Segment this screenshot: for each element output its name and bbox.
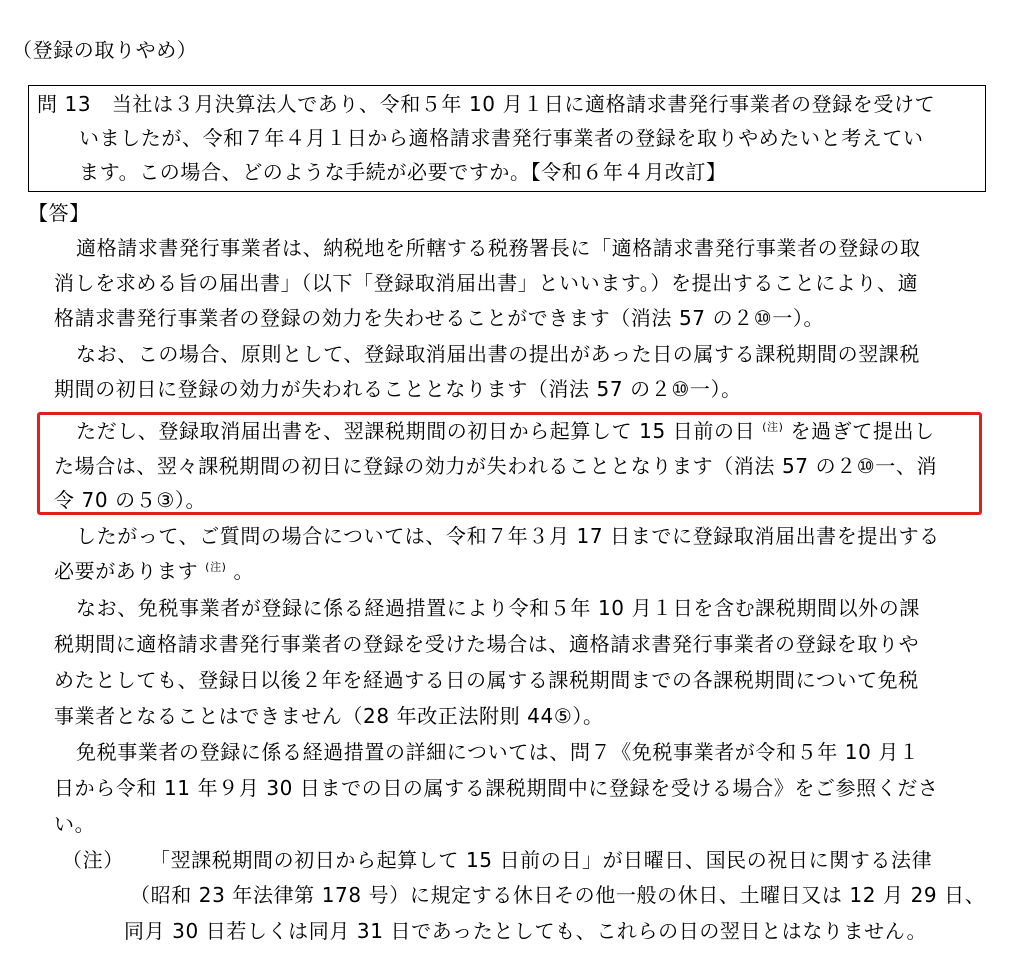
paragraph-6-line-2: 日から令和 11 年９月 30 日までの日の属する課税期間中に登録を受ける場合》をご参照くださ — [54, 776, 939, 800]
paragraph-3-line-1 — [76, 417, 935, 445]
paragraph-5-line-3: めたとしても、登録日以後２年を経過する日の属する課税期間までの各課税期間について免税 — [54, 668, 919, 692]
section-heading: （登録の取りやめ） — [12, 38, 198, 62]
paragraph-1-line-2: 消しを求める旨の届出書」（以下「登録取消届出書」といいます。）を提出することにより、適 — [54, 271, 919, 295]
paragraph-3-line-3: 令 70 の５③）。 — [54, 488, 207, 512]
note-reference-mark: (注) — [205, 560, 227, 574]
paragraph-4-line-2-text: 必要があります — [54, 559, 199, 583]
note-line-1: 「翌課税期間の初日から起算して 15 日前の日」が日曜日、国民の祝日に関する法律 — [150, 848, 933, 872]
question-line-1: 問 13 当社は３月決算法人であり、令和５年 10 月１日に適格請求書発行事業者の登録を受けて — [37, 92, 936, 116]
paragraph-2-line-1: なお、この場合、原則として、登録取消届出書の提出があった日の属する課税期間の翌課税 — [76, 342, 920, 366]
paragraph-3-line-2: た場合は、翌々課税期間の初日に登録の効力が失われることとなります（消法 57 の２⑩一、消 — [54, 454, 938, 478]
paragraph-6-line-1: 免税事業者の登録に係る経過措置の詳細については、問７《免税事業者が令和５年 10 月１ — [76, 740, 920, 764]
question-box — [28, 85, 986, 192]
paragraph-4-line-2-tail: 。 — [233, 559, 255, 583]
answer-label: 【答】 — [28, 201, 90, 225]
paragraph-2-line-2: 期間の初日に登録の効力が失われることとなります（消法 57 の２⑩一）。 — [54, 377, 742, 401]
paragraph-1-line-1: 適格請求書発行事業者は、納税地を所轄する税務署長に「適格請求書発行事業者の登録の取 — [76, 236, 921, 260]
paragraph-4-line-2 — [54, 557, 254, 585]
note-line-3: 同月 30 日若しくは同月 31 日であったとしても、これらの日の翌日とはなりません。 — [124, 919, 928, 943]
note-line-2: （昭和 23 年法律第 178 号）に規定する休日その他一般の休日、土曜日又は 12 月 29 日、 — [130, 883, 986, 907]
paragraph-1-line-3: 格請求書発行事業者の登録の効力を失わせることができます（消法 57 の２⑩一）。 — [54, 306, 825, 330]
note-reference-mark: (注) — [762, 420, 784, 434]
paragraph-4-line-1: したがって、ご質問の場合については、令和７年３月 17 日までに登録取消届出書を提出する — [76, 524, 940, 548]
note-label: （注） — [62, 848, 124, 872]
question-line-2: いましたが、令和７年４月１日から適格請求書発行事業者の登録を取りやめたいと考えてい — [79, 126, 924, 150]
paragraph-3-line-1-tail: を過ぎて提出し — [790, 419, 935, 443]
paragraph-3-line-1-text: ただし、登録取消届出書を、翌課税期間の初日から起算して 15 日前の日 — [76, 419, 756, 443]
question-line-3: ます。この場合、どのような手続が必要ですか。【令和６年４月改訂】 — [79, 160, 727, 184]
paragraph-5-line-4: 事業者となることはできません（28 年改正法附則 44⑤）。 — [54, 704, 604, 728]
paragraph-6-line-3: い。 — [54, 812, 96, 836]
paragraph-5-line-2: 税期間に適格請求書発行事業者の登録を受けた場合は、適格請求書発行事業者の登録を取りや — [54, 632, 920, 656]
paragraph-5-line-1: なお、免税事業者が登録に係る経過措置により令和５年 10 月１日を含む課税期間以外の課 — [76, 596, 920, 620]
